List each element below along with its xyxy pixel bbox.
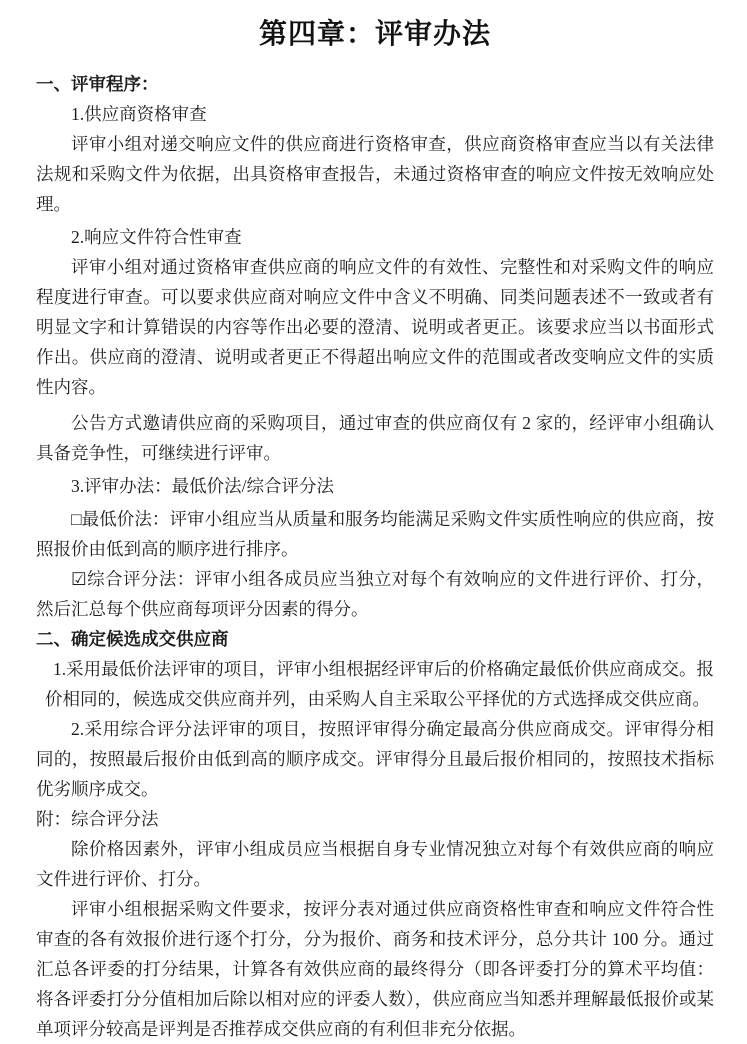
chapter-title: 第四章：评审办法 bbox=[258, 19, 491, 50]
item-1-1-supplier-qualification-review: 1.供应商资格审查 bbox=[71, 104, 207, 124]
section-2-heading: 二、确定候选成交供应商 bbox=[36, 629, 229, 649]
appendix-heading: 附：综合评分法 bbox=[36, 809, 159, 829]
checkbox-checked-icon: ☑ bbox=[71, 569, 87, 589]
checkbox-unchecked-icon: □ bbox=[71, 509, 82, 529]
option-comprehensive-scoring-method bbox=[36, 564, 714, 624]
item-1-3-evaluation-methods: 3.评审办法：最低价法/综合评分法 bbox=[71, 476, 334, 496]
option-comprehensive-scoring-text: 综合评分法：评审小组各成员应当独立对每个有效响应的文件进行评价、打分，然后汇总每个供应商每项评分因素的得分。 bbox=[36, 569, 714, 619]
option-lowest-price-method bbox=[36, 504, 714, 564]
option-lowest-price-text: 最低价法：评审小组应当从质量和服务均能满足采购文件实质性响应的供应商，按照报价由低到高的顺序进行排序。 bbox=[36, 509, 714, 559]
section-1-heading: 一、评审程序： bbox=[36, 74, 159, 94]
paragraph-scoring-procedure: 评审小组根据采购文件要求，按评分表对通过供应商资格性审查和响应文件符合性审查的各有效报价进行逐个打分，分为报价、商务和技术评分，总分共计 100 分。通过汇总各评委的打分结果，计算各有效供应商的最终得分（即各评委打分的算术平均值：将各评委打分分值相加后除以相对应的评委人数），供应商应当知悉并理解最低报价或某单项评分较高是评判是否推荐成交供应商的有利但非充分依据。 bbox=[36, 899, 714, 1039]
paragraph-independent-scoring: 除价格因素外，评审小组成员应当根据自身专业情况独立对每个有效供应商的响应文件进行评价、打分。 bbox=[36, 839, 714, 889]
paragraph-conformity-review-detail: 评审小组对通过资格审查供应商的响应文件的有效性、完整性和对采购文件的响应程度进行审查。可以要求供应商对响应文件中含义不明确、同类问题表述不一致或者有明显文字和计算错误的内容等作出必要的澄清、说明或者更正。该要求应当以书面形式作出。供应商的澄清、说明或者更正不得超出响应文件的范围或者改变响应文件的实质性内容。 bbox=[36, 257, 714, 397]
item-1-2-response-conformity-review: 2.响应文件符合性审查 bbox=[71, 227, 242, 247]
paragraph-lowest-price-award: 1.采用最低价法评审的项目，评审小组根据经评审后的价格确定最低价供应商成交。报价相同的，候选成交供应商并列，由采购人自主采取公平择优的方式选择成交供应商。 bbox=[45, 659, 714, 709]
paragraph-two-suppliers-competition: 公告方式邀请供应商的采购项目，通过审查的供应商仅有 2 家的，经评审小组确认具备竞争性，可继续进行评审。 bbox=[36, 413, 714, 463]
paragraph-qualification-review-detail: 评审小组对递交响应文件的供应商进行资格审查，供应商资格审查应当以有关法律法规和采购文件为依据，出具资格审查报告，未通过资格审查的响应文件按无效响应处理。 bbox=[36, 134, 714, 214]
paragraph-comprehensive-scoring-award: 2.采用综合评分法评审的项目，按照评审得分确定最高分供应商成交。评审得分相同的，按照最后报价由低到高的顺序成交。评审得分且最后报价相同的，按照技术指标优劣顺序成交。 bbox=[36, 719, 714, 799]
